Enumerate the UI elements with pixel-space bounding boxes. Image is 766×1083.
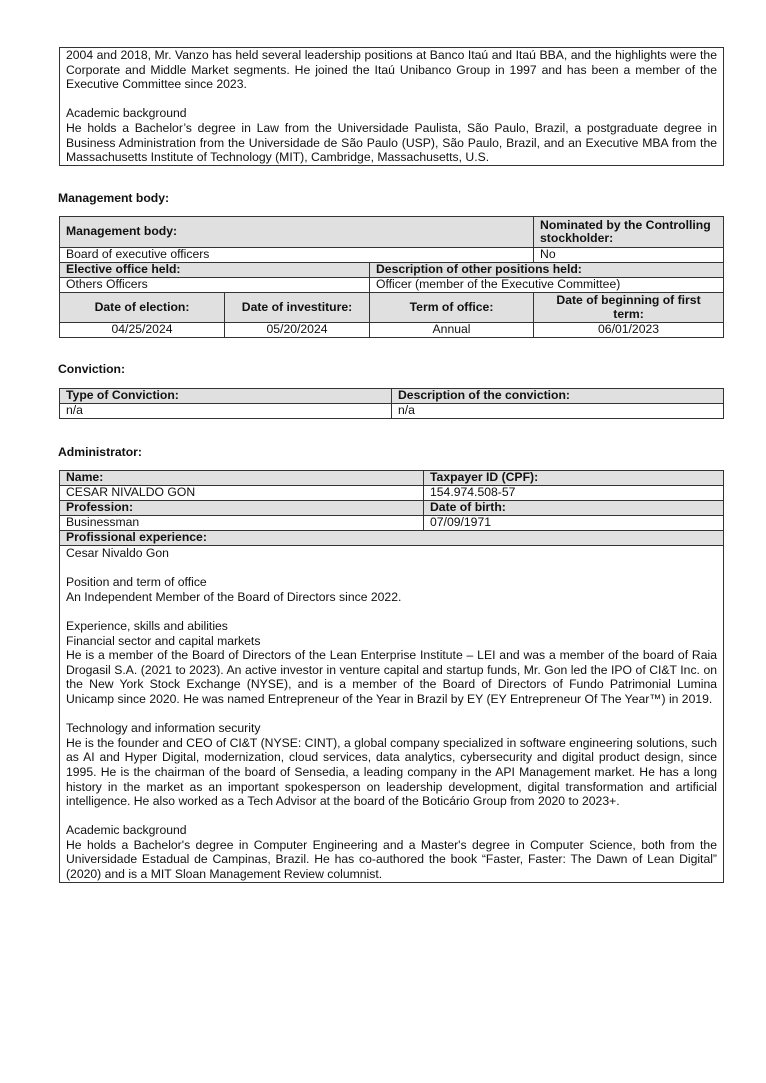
birth-date-header: Date of birth: [424, 501, 724, 516]
profession-header: Profession: [60, 501, 424, 516]
financial-heading: Financial sector and capital markets [66, 633, 261, 648]
election-date-header: Date of election: [60, 293, 225, 323]
profession-value: Businessman [60, 516, 424, 531]
conviction-type-value: n/a [60, 404, 392, 419]
elective-office-header: Elective office held: [60, 263, 370, 278]
conviction-description-value: n/a [392, 404, 724, 419]
management-body-header: Management body: [60, 217, 534, 248]
cpf-value: 154.974.508-57 [424, 486, 724, 501]
first-term-header: Date of beginning of first term: [534, 293, 724, 323]
position-text: An Independent Member of the Board of Directors since 2022. [66, 589, 402, 604]
previous-officer-bio-box [59, 47, 724, 166]
skills-heading: Experience, skills and abilities [66, 618, 228, 633]
management-section-title: Management body: [58, 191, 170, 205]
experience-body [60, 546, 724, 883]
other-positions-header: Description of other positions held: [370, 263, 724, 278]
bio-career-paragraph: 2004 and 2018, Mr. Vanzo has held several leadership positions at Banco Itaú and Itaú BBA, and the highlights were the Corporate and Middle Market segments. He joined the Itaú Unibanco Group in 1997 and has been a member of the Executive Committee since 2023. [66, 48, 717, 92]
nominated-value: No [534, 248, 724, 263]
conviction-type-header: Type of Conviction: [60, 389, 392, 404]
financial-text: He is a member of the Board of Directors of the Lean Enterprise Institute – LEI and was a member of the board of Raia Drogasil S.A. (2021 to 2023). An active investor in venture capital and startup funds, Mr. Gon led the IPO of CI&T Inc. on the New York Stock Exchange (NYSE), and is a member of the Board of Directors of Fundo Patrimonial Lumina Unicamp since 2020. He was named Entrepreneur of the Year in Brazil by EY (EY Entrepreneur Of The Year™) in 2019. [66, 648, 717, 706]
experience-header: Profissional experience: [60, 531, 724, 546]
election-date-value: 04/25/2024 [60, 323, 225, 338]
technology-heading: Technology and information security [66, 721, 261, 736]
management-body-value: Board of executive officers [60, 248, 534, 263]
administrator-section-title: Administrator: [58, 445, 142, 459]
management-body-table [59, 216, 724, 338]
academic-heading: Academic background [66, 823, 187, 838]
first-term-value: 06/01/2023 [534, 323, 724, 338]
term-value: Annual [370, 323, 534, 338]
nominated-header: Nominated by the Controlling stockholder: [534, 217, 724, 248]
bio-academic-heading: Academic background [66, 106, 187, 121]
academic-text: He holds a Bachelor's degree in Computer Engineering and a Master's degree in Computer Science, both from the Universidade Estadual de Campinas, Brazil. He has co-authored the book “Faster, Faster: The Dawn of Lean Digital” (2020) and is a MIT Sloan Management Review columnist. [66, 837, 717, 882]
name-value: CESAR NIVALDO GON [60, 486, 424, 501]
experience-name: Cesar Nivaldo Gon [66, 546, 169, 560]
investiture-date-header: Date of investiture: [225, 293, 370, 323]
term-header: Term of office: [370, 293, 534, 323]
technology-text: He is the founder and CEO of CI&T (NYSE: CINT), a global company specialized in software engineering solutions, such as AI and Hyper Digital, modernization, cloud services, data analytics, cybersecurity and digital product design, since 1995. He is the chairman of the board of Sensedia, a leading company in the API Management market. He has a long history in the market as an important spokesperson on leadership development, digital transformation and artificial intelligence. He also worked as a Tech Advisor at the board of the Boticário Group from 2020 to 2023+. [66, 735, 717, 809]
cpf-header: Taxpayer ID (CPF): [424, 471, 724, 486]
conviction-table [59, 388, 724, 419]
conviction-description-header: Description of the conviction: [392, 389, 724, 404]
birth-date-value: 07/09/1971 [424, 516, 724, 531]
administrator-table [59, 470, 724, 883]
conviction-section-title: Conviction: [58, 362, 126, 376]
position-heading: Position and term of office [66, 575, 207, 590]
name-header: Name: [60, 471, 424, 486]
other-positions-value: Officer (member of the Executive Committee) [370, 278, 724, 293]
elective-office-value: Others Officers [60, 278, 370, 293]
bio-academic-paragraph: He holds a Bachelor’s degree in Law from the Universidade Paulista, São Paulo, Brazil, a postgraduate degree in Business Administration from the Universidade de São Paulo (USP), São Paulo, Brazil, and an Executive MBA from the Massachusetts Institute of Technology (MIT), Cambridge, Massachusetts, U.S. [66, 120, 717, 165]
investiture-date-value: 05/20/2024 [225, 323, 370, 338]
